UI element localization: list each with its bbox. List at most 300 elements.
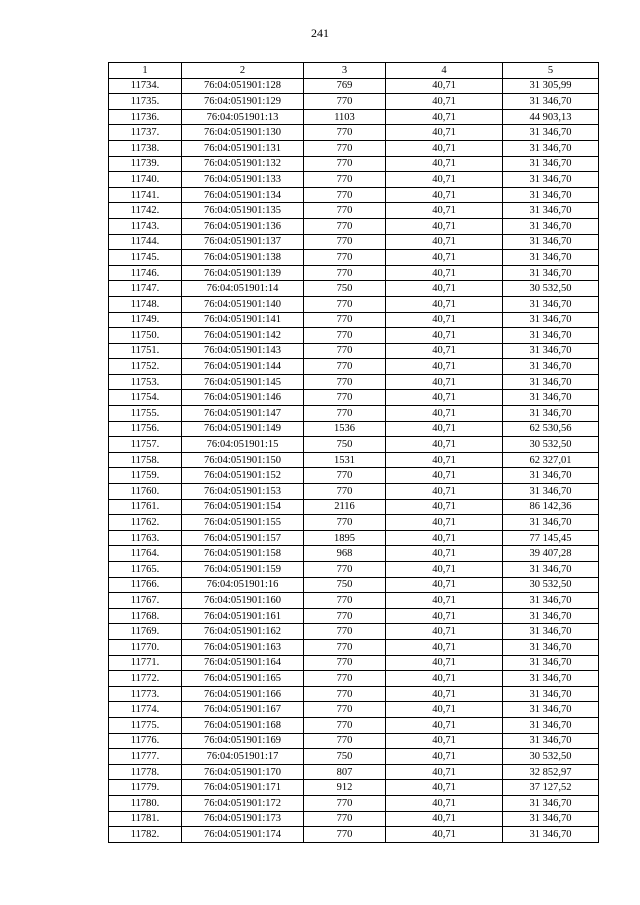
row-number-cell: 11761. (109, 499, 182, 515)
area-cell: 770 (304, 686, 386, 702)
cadastral-number-cell: 76:04:051901:155 (182, 515, 304, 531)
area-cell: 2116 (304, 499, 386, 515)
column-header-2: 2 (182, 63, 304, 79)
table-row (109, 452, 599, 468)
rate-cell: 40,71 (386, 218, 503, 234)
table-row (109, 795, 599, 811)
table-row (109, 562, 599, 578)
table-row (109, 359, 599, 375)
row-number-cell: 11775. (109, 717, 182, 733)
amount-cell: 31 346,70 (503, 484, 599, 500)
amount-cell: 31 346,70 (503, 234, 599, 250)
area-cell: 770 (304, 593, 386, 609)
rate-cell: 40,71 (386, 343, 503, 359)
area-cell: 770 (304, 156, 386, 172)
table-row (109, 530, 599, 546)
amount-cell: 31 346,70 (503, 265, 599, 281)
area-cell: 770 (304, 172, 386, 188)
amount-cell: 31 346,70 (503, 827, 599, 843)
area-cell: 770 (304, 218, 386, 234)
row-number-cell: 11752. (109, 359, 182, 375)
cadastral-number-cell: 76:04:051901:17 (182, 749, 304, 765)
table-row (109, 109, 599, 125)
rate-cell: 40,71 (386, 530, 503, 546)
area-cell: 750 (304, 577, 386, 593)
table-row (109, 94, 599, 110)
area-cell: 770 (304, 359, 386, 375)
row-number-cell: 11754. (109, 390, 182, 406)
cadastral-number-cell: 76:04:051901:142 (182, 328, 304, 344)
amount-cell: 31 346,70 (503, 639, 599, 655)
area-cell: 770 (304, 328, 386, 344)
rate-cell: 40,71 (386, 577, 503, 593)
amount-cell: 31 346,70 (503, 717, 599, 733)
rate-cell: 40,71 (386, 374, 503, 390)
rate-cell: 40,71 (386, 140, 503, 156)
row-number-cell: 11743. (109, 218, 182, 234)
row-number-cell: 11774. (109, 702, 182, 718)
row-number-cell: 11744. (109, 234, 182, 250)
table-row (109, 811, 599, 827)
area-cell: 770 (304, 343, 386, 359)
cadastral-number-cell: 76:04:051901:164 (182, 655, 304, 671)
area-cell: 770 (304, 733, 386, 749)
area-cell: 770 (304, 374, 386, 390)
amount-cell: 62 530,56 (503, 421, 599, 437)
area-cell: 770 (304, 671, 386, 687)
table-row (109, 780, 599, 796)
cadastral-number-cell: 76:04:051901:147 (182, 406, 304, 422)
row-number-cell: 11741. (109, 187, 182, 203)
area-cell: 750 (304, 281, 386, 297)
rate-cell: 40,71 (386, 406, 503, 422)
rate-cell: 40,71 (386, 468, 503, 484)
table-row (109, 421, 599, 437)
rate-cell: 40,71 (386, 484, 503, 500)
rate-cell: 40,71 (386, 437, 503, 453)
rate-cell: 40,71 (386, 296, 503, 312)
cadastral-number-cell: 76:04:051901:139 (182, 265, 304, 281)
area-cell: 750 (304, 749, 386, 765)
row-number-cell: 11736. (109, 109, 182, 125)
amount-cell: 37 127,52 (503, 780, 599, 796)
row-number-cell: 11763. (109, 530, 182, 546)
rate-cell: 40,71 (386, 515, 503, 531)
rate-cell: 40,71 (386, 827, 503, 843)
row-number-cell: 11768. (109, 608, 182, 624)
row-number-cell: 11766. (109, 577, 182, 593)
amount-cell: 31 346,70 (503, 156, 599, 172)
rate-cell: 40,71 (386, 312, 503, 328)
area-cell: 770 (304, 265, 386, 281)
area-cell: 1103 (304, 109, 386, 125)
area-cell: 770 (304, 827, 386, 843)
table-row (109, 312, 599, 328)
row-number-cell: 11765. (109, 562, 182, 578)
column-header-5: 5 (503, 63, 599, 79)
rate-cell: 40,71 (386, 671, 503, 687)
amount-cell: 31 346,70 (503, 686, 599, 702)
rate-cell: 40,71 (386, 328, 503, 344)
cadastral-number-cell: 76:04:051901:165 (182, 671, 304, 687)
area-cell: 770 (304, 250, 386, 266)
table-body (109, 78, 599, 842)
amount-cell: 31 346,70 (503, 296, 599, 312)
table-row (109, 390, 599, 406)
rate-cell: 40,71 (386, 764, 503, 780)
cadastral-number-cell: 76:04:051901:149 (182, 421, 304, 437)
cadastral-number-cell: 76:04:051901:161 (182, 608, 304, 624)
row-number-cell: 11739. (109, 156, 182, 172)
rate-cell: 40,71 (386, 702, 503, 718)
rate-cell: 40,71 (386, 608, 503, 624)
area-cell: 770 (304, 702, 386, 718)
row-number-cell: 11779. (109, 780, 182, 796)
row-number-cell: 11760. (109, 484, 182, 500)
rate-cell: 40,71 (386, 265, 503, 281)
table-row (109, 577, 599, 593)
area-cell: 770 (304, 608, 386, 624)
cadastral-number-cell: 76:04:051901:140 (182, 296, 304, 312)
cadastral-number-cell: 76:04:051901:163 (182, 639, 304, 655)
table-row (109, 296, 599, 312)
page-number: 241 (311, 26, 329, 40)
row-number-cell: 11755. (109, 406, 182, 422)
column-header-4: 4 (386, 63, 503, 79)
table-row (109, 406, 599, 422)
rate-cell: 40,71 (386, 281, 503, 297)
table-row (109, 515, 599, 531)
table-row (109, 764, 599, 780)
cadastral-number-cell: 76:04:051901:14 (182, 281, 304, 297)
row-number-cell: 11776. (109, 733, 182, 749)
rate-cell: 40,71 (386, 172, 503, 188)
area-cell: 770 (304, 655, 386, 671)
row-number-cell: 11772. (109, 671, 182, 687)
row-number-cell: 11747. (109, 281, 182, 297)
area-cell: 1531 (304, 452, 386, 468)
rate-cell: 40,71 (386, 780, 503, 796)
rate-cell: 40,71 (386, 109, 503, 125)
row-number-cell: 11780. (109, 795, 182, 811)
cadastral-number-cell: 76:04:051901:15 (182, 437, 304, 453)
cadastral-number-cell: 76:04:051901:136 (182, 218, 304, 234)
row-number-cell: 11781. (109, 811, 182, 827)
rate-cell: 40,71 (386, 811, 503, 827)
cadastral-number-cell: 76:04:051901:172 (182, 795, 304, 811)
rate-cell: 40,71 (386, 639, 503, 655)
cadastral-number-cell: 76:04:051901:167 (182, 702, 304, 718)
table-row (109, 374, 599, 390)
amount-cell: 31 346,70 (503, 671, 599, 687)
amount-cell: 32 852,97 (503, 764, 599, 780)
table-row (109, 140, 599, 156)
area-cell: 770 (304, 234, 386, 250)
table-row (109, 250, 599, 266)
cadastral-number-cell: 76:04:051901:143 (182, 343, 304, 359)
column-header-3: 3 (304, 63, 386, 79)
amount-cell: 44 903,13 (503, 109, 599, 125)
row-number-cell: 11735. (109, 94, 182, 110)
table-row (109, 187, 599, 203)
table-row (109, 156, 599, 172)
amount-cell: 31 346,70 (503, 187, 599, 203)
cadastral-number-cell: 76:04:051901:146 (182, 390, 304, 406)
row-number-cell: 11758. (109, 452, 182, 468)
amount-cell: 31 346,70 (503, 468, 599, 484)
amount-cell: 31 346,70 (503, 733, 599, 749)
row-number-cell: 11767. (109, 593, 182, 609)
cadastral-number-cell: 76:04:051901:150 (182, 452, 304, 468)
rate-cell: 40,71 (386, 546, 503, 562)
rate-cell: 40,71 (386, 655, 503, 671)
rate-cell: 40,71 (386, 250, 503, 266)
amount-cell: 31 346,70 (503, 562, 599, 578)
row-number-cell: 11756. (109, 421, 182, 437)
amount-cell: 31 346,70 (503, 406, 599, 422)
cadastral-number-cell: 76:04:051901:153 (182, 484, 304, 500)
area-cell: 1895 (304, 530, 386, 546)
cadastral-number-cell: 76:04:051901:133 (182, 172, 304, 188)
amount-cell: 31 346,70 (503, 515, 599, 531)
column-header-1: 1 (109, 63, 182, 79)
area-cell: 912 (304, 780, 386, 796)
rate-cell: 40,71 (386, 359, 503, 375)
amount-cell: 31 346,70 (503, 94, 599, 110)
rate-cell: 40,71 (386, 795, 503, 811)
amount-cell: 39 407,28 (503, 546, 599, 562)
row-number-cell: 11749. (109, 312, 182, 328)
row-number-cell: 11759. (109, 468, 182, 484)
rate-cell: 40,71 (386, 125, 503, 141)
cadastral-number-cell: 76:04:051901:160 (182, 593, 304, 609)
amount-cell: 31 346,70 (503, 608, 599, 624)
row-number-cell: 11777. (109, 749, 182, 765)
cadastral-number-cell: 76:04:051901:158 (182, 546, 304, 562)
table-row (109, 172, 599, 188)
area-cell: 770 (304, 312, 386, 328)
amount-cell: 31 346,70 (503, 343, 599, 359)
area-cell: 770 (304, 125, 386, 141)
amount-cell: 31 346,70 (503, 811, 599, 827)
table-row (109, 655, 599, 671)
rate-cell: 40,71 (386, 733, 503, 749)
area-cell: 770 (304, 562, 386, 578)
rate-cell: 40,71 (386, 203, 503, 219)
table-row (109, 203, 599, 219)
area-cell: 770 (304, 795, 386, 811)
area-cell: 770 (304, 717, 386, 733)
row-number-cell: 11746. (109, 265, 182, 281)
amount-cell: 31 346,70 (503, 624, 599, 640)
area-cell: 1536 (304, 421, 386, 437)
table-row (109, 593, 599, 609)
cadastral-number-cell: 76:04:051901:170 (182, 764, 304, 780)
amount-cell: 31 346,70 (503, 655, 599, 671)
area-cell: 770 (304, 468, 386, 484)
cadastral-number-cell: 76:04:051901:154 (182, 499, 304, 515)
area-cell: 770 (304, 94, 386, 110)
rate-cell: 40,71 (386, 499, 503, 515)
table-header-row (109, 63, 599, 79)
rate-cell: 40,71 (386, 390, 503, 406)
rate-cell: 40,71 (386, 234, 503, 250)
rate-cell: 40,71 (386, 562, 503, 578)
amount-cell: 31 346,70 (503, 250, 599, 266)
amount-cell: 31 346,70 (503, 374, 599, 390)
row-number-cell: 11745. (109, 250, 182, 266)
rate-cell: 40,71 (386, 749, 503, 765)
amount-cell: 31 305,99 (503, 78, 599, 94)
cadastral-number-cell: 76:04:051901:171 (182, 780, 304, 796)
cadastral-number-cell: 76:04:051901:145 (182, 374, 304, 390)
rate-cell: 40,71 (386, 421, 503, 437)
row-number-cell: 11738. (109, 140, 182, 156)
cadastral-number-cell: 76:04:051901:141 (182, 312, 304, 328)
table-row (109, 717, 599, 733)
cadastral-number-cell: 76:04:051901:131 (182, 140, 304, 156)
amount-cell: 30 532,50 (503, 577, 599, 593)
area-cell: 770 (304, 811, 386, 827)
area-cell: 770 (304, 187, 386, 203)
table-row (109, 749, 599, 765)
row-number-cell: 11734. (109, 78, 182, 94)
table-row (109, 624, 599, 640)
table-row (109, 686, 599, 702)
amount-cell: 30 532,50 (503, 749, 599, 765)
rate-cell: 40,71 (386, 624, 503, 640)
table-row (109, 328, 599, 344)
row-number-cell: 11773. (109, 686, 182, 702)
amount-cell: 31 346,70 (503, 702, 599, 718)
table-row (109, 218, 599, 234)
cadastral-number-cell: 76:04:051901:137 (182, 234, 304, 250)
amount-cell: 31 346,70 (503, 593, 599, 609)
cadastral-number-cell: 76:04:051901:168 (182, 717, 304, 733)
row-number-cell: 11757. (109, 437, 182, 453)
cadastral-number-cell: 76:04:051901:130 (182, 125, 304, 141)
cadastral-number-cell: 76:04:051901:129 (182, 94, 304, 110)
area-cell: 968 (304, 546, 386, 562)
cadastral-number-cell: 76:04:051901:166 (182, 686, 304, 702)
table-row (109, 639, 599, 655)
cadastral-number-cell: 76:04:051901:144 (182, 359, 304, 375)
table-row (109, 343, 599, 359)
table-row (109, 827, 599, 843)
area-cell: 770 (304, 390, 386, 406)
area-cell: 770 (304, 484, 386, 500)
table-row (109, 281, 599, 297)
cadastral-number-cell: 76:04:051901:132 (182, 156, 304, 172)
amount-cell: 77 145,45 (503, 530, 599, 546)
area-cell: 769 (304, 78, 386, 94)
amount-cell: 31 346,70 (503, 312, 599, 328)
row-number-cell: 11778. (109, 764, 182, 780)
row-number-cell: 11740. (109, 172, 182, 188)
area-cell: 770 (304, 515, 386, 531)
table-row (109, 671, 599, 687)
area-cell: 770 (304, 140, 386, 156)
amount-cell: 31 346,70 (503, 390, 599, 406)
cadastral-number-cell: 76:04:051901:138 (182, 250, 304, 266)
amount-cell: 31 346,70 (503, 359, 599, 375)
table-row (109, 468, 599, 484)
row-number-cell: 11737. (109, 125, 182, 141)
amount-cell: 62 327,01 (503, 452, 599, 468)
row-number-cell: 11771. (109, 655, 182, 671)
cadastral-number-cell: 76:04:051901:173 (182, 811, 304, 827)
table-row (109, 234, 599, 250)
cadastral-number-cell: 76:04:051901:13 (182, 109, 304, 125)
rate-cell: 40,71 (386, 187, 503, 203)
table-row (109, 499, 599, 515)
cadastral-number-cell: 76:04:051901:162 (182, 624, 304, 640)
amount-cell: 31 346,70 (503, 328, 599, 344)
rate-cell: 40,71 (386, 593, 503, 609)
table-row (109, 437, 599, 453)
table-row (109, 702, 599, 718)
amount-cell: 30 532,50 (503, 281, 599, 297)
amount-cell: 30 532,50 (503, 437, 599, 453)
row-number-cell: 11769. (109, 624, 182, 640)
row-number-cell: 11762. (109, 515, 182, 531)
amount-cell: 86 142,36 (503, 499, 599, 515)
table-row (109, 546, 599, 562)
amount-cell: 31 346,70 (503, 125, 599, 141)
area-cell: 807 (304, 764, 386, 780)
area-cell: 770 (304, 406, 386, 422)
row-number-cell: 11764. (109, 546, 182, 562)
amount-cell: 31 346,70 (503, 140, 599, 156)
row-number-cell: 11742. (109, 203, 182, 219)
data-table (108, 62, 599, 843)
cadastral-number-cell: 76:04:051901:152 (182, 468, 304, 484)
rate-cell: 40,71 (386, 686, 503, 702)
table-row (109, 733, 599, 749)
row-number-cell: 11748. (109, 296, 182, 312)
area-cell: 750 (304, 437, 386, 453)
table-row (109, 484, 599, 500)
amount-cell: 31 346,70 (503, 172, 599, 188)
row-number-cell: 11751. (109, 343, 182, 359)
row-number-cell: 11782. (109, 827, 182, 843)
rate-cell: 40,71 (386, 717, 503, 733)
row-number-cell: 11770. (109, 639, 182, 655)
cadastral-number-cell: 76:04:051901:16 (182, 577, 304, 593)
area-cell: 770 (304, 203, 386, 219)
cadastral-number-cell: 76:04:051901:159 (182, 562, 304, 578)
table-row (109, 125, 599, 141)
cadastral-number-cell: 76:04:051901:135 (182, 203, 304, 219)
amount-cell: 31 346,70 (503, 203, 599, 219)
rate-cell: 40,71 (386, 94, 503, 110)
cadastral-number-cell: 76:04:051901:174 (182, 827, 304, 843)
table-row (109, 78, 599, 94)
cadastral-number-cell: 76:04:051901:134 (182, 187, 304, 203)
table-row (109, 608, 599, 624)
amount-cell: 31 346,70 (503, 218, 599, 234)
row-number-cell: 11750. (109, 328, 182, 344)
cadastral-number-cell: 76:04:051901:128 (182, 78, 304, 94)
amount-cell: 31 346,70 (503, 795, 599, 811)
area-cell: 770 (304, 639, 386, 655)
rate-cell: 40,71 (386, 452, 503, 468)
rate-cell: 40,71 (386, 78, 503, 94)
row-number-cell: 11753. (109, 374, 182, 390)
cadastral-number-cell: 76:04:051901:169 (182, 733, 304, 749)
area-cell: 770 (304, 624, 386, 640)
rate-cell: 40,71 (386, 156, 503, 172)
